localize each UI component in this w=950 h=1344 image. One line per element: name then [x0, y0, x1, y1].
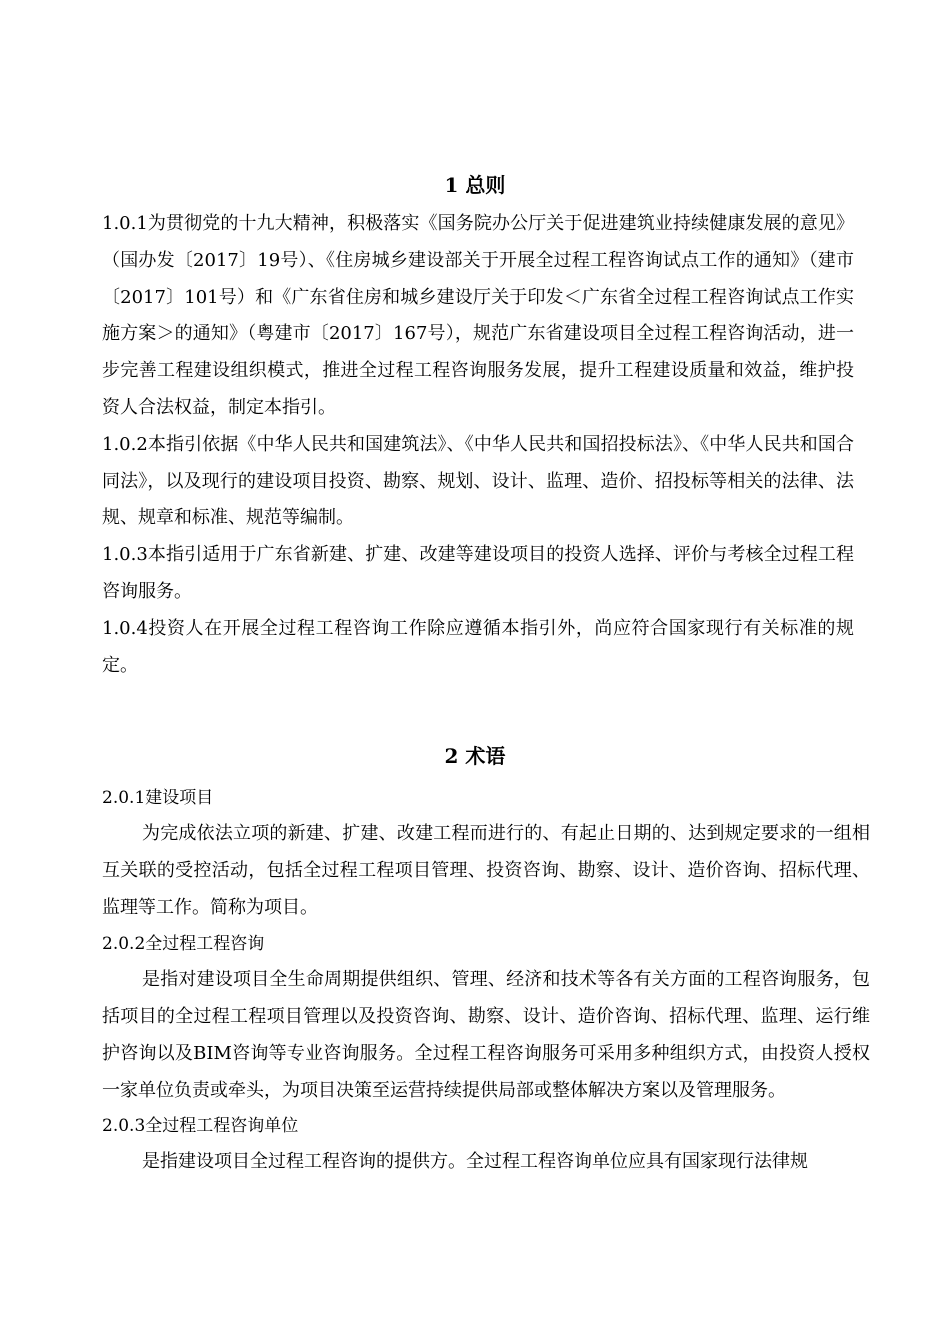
chapter-2-title: 2 术语 — [444, 744, 506, 768]
clause-1-0-4: 1.0.4投资人在开展全过程工程咨询工作除应遵循本指引外，尚应符合国家现行有关标准的规定。 — [102, 617, 854, 676]
clause-1-0-3: 1.0.3本指引适用于广东省新建、扩建、改建等建设项目的投资人选择、评价与考核全过程工程咨询服务。 — [102, 544, 854, 602]
clause-1-0-2: 1.0.2本指引依据《中华人民共和国建筑法》、《中华人民共和国招投标法》、《中华人民共和国合同法》，以及现行的建设项目投资、勘察、规划、设计、监理、造价、招投标等相关的法律、法规、规章和标准、规范等编制。 — [102, 433, 854, 529]
chapter-1-body — [102, 206, 854, 684]
term-2-0-2-definition: 是指对建设项目全生命周期提供组织、管理、经济和技术等各有关方面的工程咨询服务，包括项目的全过程工程项目管理以及投资咨询、勘察、设计、造价咨询、招标代理、监理、运行维护咨询以及BIM咨询等专业咨询服务。全过程工程咨询服务可采用多种组织方式，由投资人授权一家单位负责或牵头，为项目决策至运营持续提供局部或整体解决方案以及管理服务。 — [102, 968, 870, 1102]
clause-1-0-1: 1.0.1为贯彻党的十九大精神，积极落实《国务院办公厅关于促进建筑业持续健康发展的意见》（国办发〔2017〕19号）、《住房城乡建设部关于开展全过程工程咨询试点工作的通知》（建市〔2017〕101号）和《广东省住房和城乡建设厅关于印发＜广东省全过程工程咨询试点工作实施方案＞的通知》（粤建市〔2017〕167号），规范广东省建设项目全过程工程咨询活动，进一步完善工程建设组织模式，推进全过程工程咨询服务发展，提升工程建设质量和效益，维护投资人合法权益，制定本指引。 — [102, 213, 854, 418]
term-2-0-3-title: 2.0.3全过程工程咨询单位 — [102, 1116, 299, 1137]
chapter-2-body — [102, 781, 870, 1181]
term-2-0-1-definition: 为完成依法立项的新建、扩建、改建工程而进行的、有起止日期的、达到规定要求的一组相互关联的受控活动，包括全过程工程项目管理、投资咨询、勘察、设计、造价咨询、招标代理、监理等工作。简称为项目。 — [102, 823, 870, 919]
term-2-0-1-title: 2.0.1建设项目 — [102, 788, 214, 808]
term-2-0-3-definition: 是指建设项目全过程工程咨询的提供方。全过程工程咨询单位应具有国家现行法律规 — [142, 1151, 808, 1173]
term-2-0-2-title: 2.0.2全过程工程咨询 — [102, 933, 265, 954]
chapter-1-title: 1 总则 — [444, 173, 506, 197]
